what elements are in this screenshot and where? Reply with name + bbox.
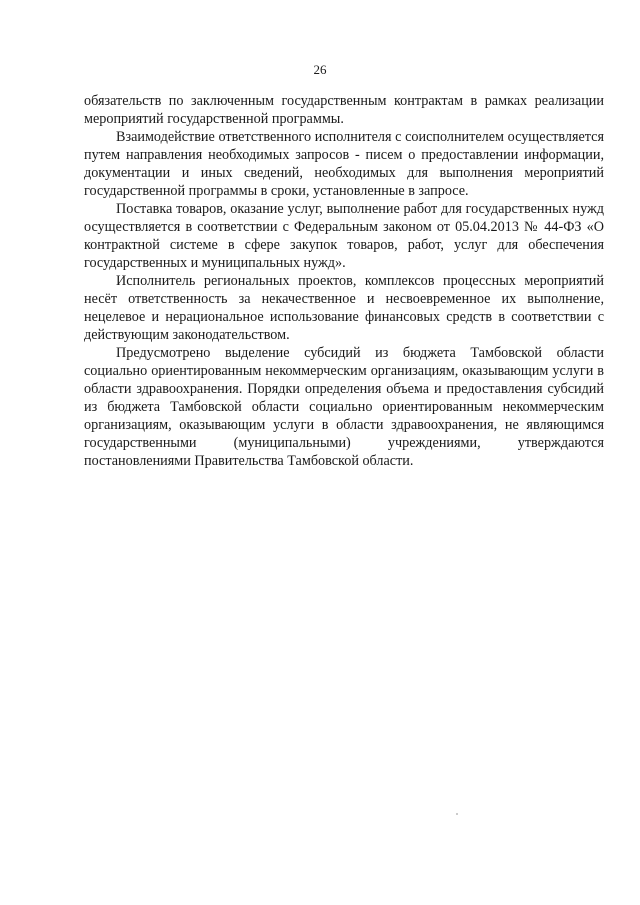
page-number: 26 — [313, 62, 327, 77]
paragraph-4: Исполнитель региональных проектов, комплексов процессных мероприятий несёт ответственность за некачественное и несвоевременное их выполнение, нецелевое и нерациональное использование финансовых средств в соответствии с действующим законодательством. — [84, 273, 604, 343]
document-body — [84, 92, 604, 470]
scan-speck — [456, 813, 458, 815]
paragraph-5: Предусмотрено выделение субсидий из бюджета Тамбовской области социально ориентированным некоммерческим организациям, оказывающим услуги в области здравоохранения. Порядки определения объема и предоставления субсидий из бюджета Тамбовской области социально ориентированным некоммерческим организациям, оказывающим услуги в области здравоохранения, не являющимся государственными (муниципальными) учреждениями, утверждаются постановлениями Правительства Тамбовской области. — [84, 345, 604, 469]
paragraph-3: Поставка товаров, оказание услуг, выполнение работ для государственных нужд осуществляется в соответствии с Федеральным законом от 05.04.2013 № 44-ФЗ «О контрактной системе в сфере закупок товаров, работ, услуг для обеспечения государственных и муниципальных нужд». — [84, 201, 604, 271]
paragraph-1: обязательств по заключенным государственным контрактам в рамках реализации мероприятий государственной программы. — [84, 93, 604, 127]
paragraph-2: Взаимодействие ответственного исполнителя с соисполнителем осуществляется путем направления необходимых запросов - писем о предоставлении информации, документации и иных сведений, необходимых для выполнения мероприятий государственной программы в сроки, установленные в запросе. — [84, 129, 604, 199]
